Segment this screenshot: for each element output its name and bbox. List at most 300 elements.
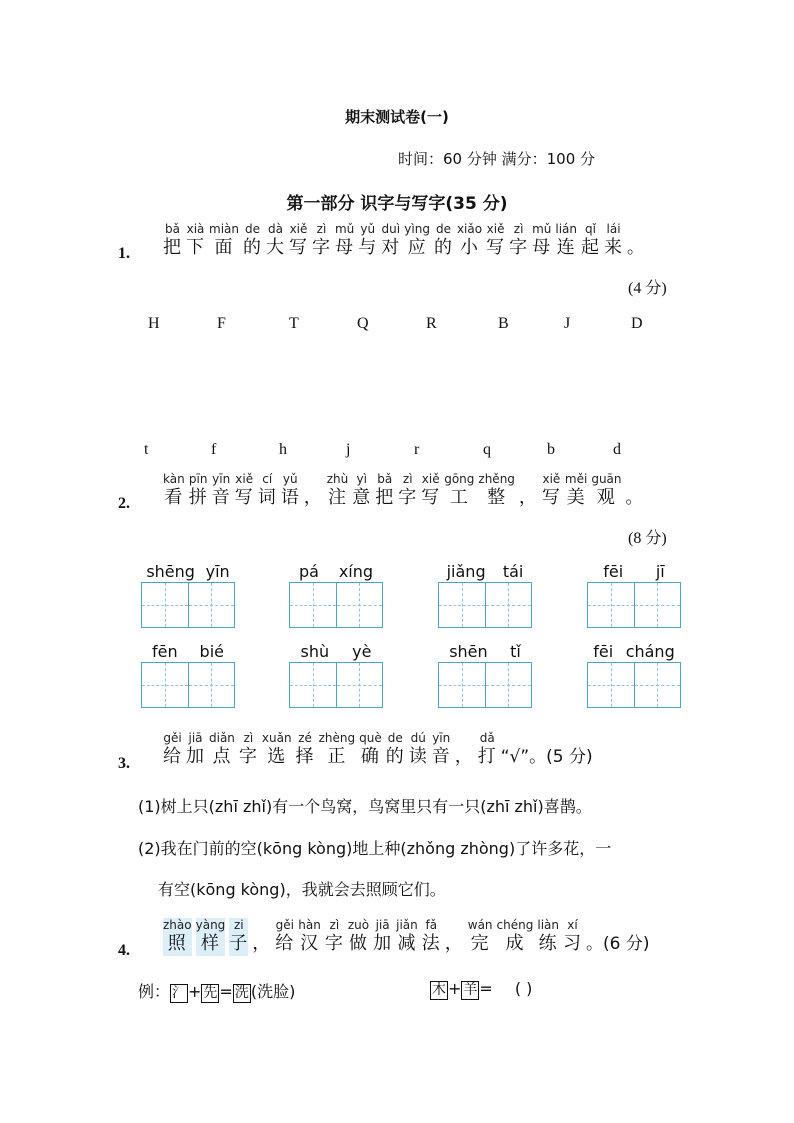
syllable: fēn	[151, 642, 178, 661]
instruction-tail: 。(6 分)	[586, 934, 650, 954]
tianzige-cell[interactable]	[486, 583, 532, 627]
hanzi: ，	[454, 746, 474, 767]
ruby-char	[398, 472, 417, 510]
uppercase-letter[interactable]: F	[217, 315, 226, 332]
pinyin: de	[387, 731, 403, 745]
ruby-char	[581, 222, 600, 260]
pinyin: diǎn	[209, 731, 235, 745]
hanzi: 给	[163, 746, 182, 767]
equals-sign: =	[479, 979, 493, 998]
pinyin: fǎ	[425, 918, 438, 932]
part-heading: 第一部分 识字与写字(35 分)	[286, 194, 508, 214]
ruby-char	[348, 918, 369, 956]
hanzi: 法	[421, 933, 441, 954]
syllable: fēi	[593, 642, 614, 661]
hanzi: 加	[186, 746, 205, 767]
pinyin	[452, 918, 456, 932]
ruby-char	[252, 918, 271, 956]
hanzi: 对	[381, 237, 401, 258]
syllable: shēn	[449, 642, 488, 661]
hanzi: 正	[327, 746, 347, 767]
ruby-char	[519, 472, 538, 510]
example-label: 例：	[138, 982, 171, 1001]
word-pinyin	[438, 562, 532, 582]
syllable: xíng	[338, 562, 374, 581]
ruby-char	[563, 918, 582, 956]
hanzi: 观	[596, 487, 616, 508]
pinyin: xiě	[486, 222, 505, 236]
pinyin: zì	[329, 918, 340, 932]
uppercase-letter[interactable]: T	[289, 315, 299, 332]
hanzi: 与	[358, 237, 378, 258]
hanzi: 起	[581, 237, 601, 258]
ruby-char	[266, 222, 285, 260]
pinyin: xiě	[421, 472, 440, 486]
ruby-char	[386, 731, 405, 769]
hanzi: 母	[335, 237, 355, 258]
hanzi: 的	[433, 237, 453, 258]
q3-instruction	[163, 731, 593, 769]
tianzige-cell[interactable]	[189, 583, 235, 627]
syllable: fēi	[603, 562, 624, 581]
hanzi: 汉	[300, 933, 320, 954]
ruby-char	[537, 918, 559, 956]
ruby-char	[455, 731, 474, 769]
uppercase-letter[interactable]: J	[564, 315, 571, 332]
component-yang: 羊	[463, 982, 478, 998]
pinyin: duì	[381, 222, 401, 236]
answer-blank[interactable]: ( )	[514, 979, 533, 998]
hanzi: 语	[280, 487, 300, 508]
q3-item-1: (1)树上只(zhī zhǐ)有一个鸟窝，鸟窝里只有一只(zhī zhǐ)喜鹊。	[138, 797, 592, 816]
tianzige-cell[interactable]	[588, 583, 635, 627]
tianzige-boxes	[438, 662, 532, 708]
pinyin: bǎ	[377, 472, 393, 486]
ruby-char	[421, 472, 440, 510]
ruby-char	[358, 222, 377, 260]
tianzige-boxes	[438, 582, 532, 628]
pinyin: zi	[233, 918, 244, 932]
ruby-char	[457, 222, 482, 260]
hanzi: 音	[211, 487, 231, 508]
hanzi: 应	[407, 237, 427, 258]
pinyin: hàn	[298, 918, 321, 932]
hanzi: 词	[257, 487, 277, 508]
pinyin: yì	[356, 472, 367, 486]
hanzi: 照	[167, 933, 187, 954]
lowercase-letter[interactable]: t	[144, 441, 149, 458]
tianzige-cell[interactable]	[337, 663, 383, 707]
hanzi: 写	[421, 487, 441, 508]
ruby-char	[375, 472, 394, 510]
equals-sign: =	[219, 982, 233, 1001]
q4-example	[138, 979, 295, 1003]
lowercase-letter[interactable]: r	[414, 441, 420, 458]
ruby-char	[209, 731, 235, 769]
tianzige-boxes	[141, 662, 235, 708]
ruby-char	[445, 918, 464, 956]
pinyin: kàn	[163, 472, 185, 486]
pinyin: zhù	[326, 472, 349, 486]
ruby-char	[359, 731, 382, 769]
ruby-char	[163, 918, 192, 956]
ruby-char	[542, 472, 561, 510]
ruby-char	[281, 472, 300, 510]
ruby-char	[212, 472, 231, 510]
tianzige-boxes	[587, 582, 681, 628]
hanzi: 把	[375, 487, 395, 508]
ruby-char	[604, 222, 623, 260]
hanzi: 母	[532, 237, 552, 258]
tianzige-cell[interactable]	[290, 583, 337, 627]
tianzige-boxes	[141, 582, 235, 628]
hanzi: 做	[349, 933, 368, 954]
tianzige-cell[interactable]	[635, 583, 681, 627]
ruby-char	[434, 222, 453, 260]
hanzi: 减	[397, 933, 417, 954]
pinyin	[311, 472, 315, 486]
hanzi: 给	[275, 933, 295, 954]
result-xi: 洗	[234, 985, 249, 1001]
hanzi: 字	[509, 237, 529, 258]
ruby-char	[296, 731, 315, 769]
pinyin: mǔ	[334, 222, 355, 236]
hanzi: ，	[518, 487, 538, 508]
lowercase-letter[interactable]: b	[547, 441, 555, 458]
hanzi: 打	[477, 746, 497, 767]
tianzige-cell[interactable]	[337, 583, 383, 627]
ruby-char	[239, 731, 258, 769]
q4-number: 4.	[118, 942, 130, 959]
pinyin: zuò	[347, 918, 370, 932]
pinyin: měi	[564, 472, 588, 486]
word-grid	[289, 642, 383, 708]
q3-item-2-line-2: 有空(kōng kòng)，我就会去照顾它们。	[158, 880, 446, 899]
word-pinyin	[289, 562, 383, 582]
word-grid	[289, 562, 383, 628]
word-pinyin	[587, 562, 681, 582]
pinyin: dà	[267, 222, 283, 236]
ruby-char	[235, 472, 254, 510]
hanzi: 字	[324, 933, 344, 954]
hanzi: 习	[563, 933, 582, 954]
pinyin: pīn	[188, 472, 208, 486]
hanzi: 面	[214, 237, 234, 258]
word-pinyin	[141, 642, 235, 662]
pinyin: yìng	[404, 222, 430, 236]
uppercase-letter[interactable]: Q	[357, 315, 369, 332]
word-grid	[141, 562, 235, 628]
ruby-char	[486, 222, 505, 260]
ruby-char	[289, 222, 308, 260]
ruby-char	[196, 918, 226, 956]
hanzi: 大	[265, 237, 285, 258]
word-grid	[438, 642, 532, 708]
uppercase-letter[interactable]: R	[426, 315, 437, 332]
ruby-char	[404, 222, 430, 260]
pinyin: gěi	[275, 918, 294, 932]
tianzige-cell[interactable]	[142, 583, 189, 627]
q2-instruction	[163, 472, 643, 510]
ruby-char	[555, 222, 577, 260]
uppercase-letter[interactable]: B	[498, 315, 509, 332]
hanzi: 连	[556, 237, 576, 258]
ruby-char	[327, 472, 349, 510]
tianzige-cell[interactable]	[439, 583, 486, 627]
tianzige-cell[interactable]	[439, 663, 486, 707]
hanzi: ，	[252, 933, 272, 954]
ruby-char	[319, 731, 356, 769]
syllable: jiǎng	[446, 562, 486, 581]
pinyin: zì	[402, 472, 413, 486]
pinyin: zì	[316, 222, 327, 236]
hanzi: 择	[295, 746, 315, 767]
ruby-char	[396, 918, 418, 956]
tianzige-cell[interactable]	[588, 663, 635, 707]
ruby-char	[565, 472, 587, 510]
ruby-char	[335, 222, 354, 260]
ruby-char	[373, 918, 392, 956]
hanzi: 成	[505, 933, 525, 954]
hanzi: 音	[431, 746, 451, 767]
ruby-char	[229, 918, 248, 956]
pinyin: guān	[591, 472, 622, 486]
page-title: 期末测试卷(一)	[345, 108, 449, 126]
hanzi: 小	[460, 237, 480, 258]
syllable: cháng	[625, 642, 675, 661]
pinyin: yīn	[212, 472, 231, 486]
ruby-char	[186, 222, 205, 260]
hanzi: 下	[186, 237, 205, 258]
pinyin: dú	[410, 731, 426, 745]
q1-instruction	[163, 222, 644, 260]
pinyin: xiě	[289, 222, 308, 236]
pinyin: xí	[567, 918, 578, 932]
pinyin: jiǎn	[396, 918, 418, 932]
hanzi: 写	[541, 487, 561, 508]
word-pinyin	[587, 642, 681, 662]
ruby-char	[591, 472, 621, 510]
hanzi: 看	[164, 487, 184, 508]
hanzi: 拼	[188, 487, 208, 508]
pinyin: chéng	[496, 918, 534, 932]
hanzi: 字	[311, 237, 331, 258]
example-word: (洗脸)	[250, 982, 296, 1001]
word-grid	[587, 562, 681, 628]
pinyin: lián	[555, 222, 578, 236]
hanzi: 样	[200, 933, 220, 954]
ruby-char	[444, 472, 474, 510]
tianzige-boxes	[289, 582, 383, 628]
ruby-char	[497, 918, 534, 956]
pinyin: qǐ	[585, 222, 596, 236]
hanzi: 美	[566, 487, 586, 508]
q2-score: (8 分)	[628, 530, 667, 547]
syllable: tǐ	[510, 642, 521, 661]
pinyin: zhèng	[318, 731, 356, 745]
pinyin: mǔ	[532, 222, 552, 236]
pinyin: yǔ	[282, 472, 298, 486]
ruby-char	[325, 918, 344, 956]
hanzi: 的	[385, 746, 405, 767]
hanzi: 来	[604, 237, 624, 258]
pinyin: zì	[513, 222, 524, 236]
ruby-char	[409, 731, 428, 769]
ruby-char	[189, 472, 208, 510]
instruction-tail: “√”。(5 分)	[500, 747, 593, 767]
pinyin: wán	[467, 918, 493, 932]
pinyin: zhào	[163, 918, 192, 932]
word-pinyin	[289, 642, 383, 662]
ruby-char	[298, 918, 321, 956]
lowercase-letter[interactable]: q	[483, 441, 491, 458]
lowercase-letter[interactable]: h	[279, 441, 287, 458]
pinyin: de	[435, 222, 451, 236]
q3-number: 3.	[118, 755, 130, 772]
uppercase-letter[interactable]: H	[148, 315, 160, 332]
syllable: pá	[298, 562, 319, 581]
hanzi: 把	[163, 237, 182, 258]
uppercase-letter[interactable]: D	[631, 315, 643, 332]
component-mu: 木	[432, 982, 446, 998]
tianzige-cell[interactable]	[189, 663, 235, 707]
hanzi: 读	[408, 746, 428, 767]
pinyin: miàn	[209, 222, 239, 236]
tianzige-boxes	[587, 662, 681, 708]
pinyin: yǔ	[360, 222, 376, 236]
ruby-char	[422, 918, 441, 956]
ruby-char	[243, 222, 262, 260]
plus-sign: +	[448, 979, 462, 998]
pinyin: bǎ	[165, 222, 180, 236]
ruby-char	[163, 222, 182, 260]
pinyin: lái	[606, 222, 621, 236]
ruby-char	[209, 222, 239, 260]
hanzi: 整	[487, 487, 507, 508]
pinyin: xiě	[542, 472, 561, 486]
plus-sign: +	[188, 982, 202, 1001]
lowercase-letter[interactable]: j	[346, 441, 351, 458]
ruby-char	[468, 918, 493, 956]
pinyin: zhěng	[478, 472, 515, 486]
ruby-char	[262, 731, 292, 769]
pinyin: yàng	[195, 918, 226, 932]
ruby-char	[163, 472, 185, 510]
pinyin	[462, 731, 466, 745]
pinyin: zé	[298, 731, 312, 745]
hanzi: 练	[538, 933, 558, 954]
word-grid	[438, 562, 532, 628]
instruction-tail: 。	[627, 238, 645, 258]
ruby-char	[381, 222, 400, 260]
pinyin: xià	[186, 222, 205, 236]
ruby-char	[304, 472, 323, 510]
q2-number: 2.	[118, 495, 130, 512]
pinyin: zì	[243, 731, 254, 745]
pinyin: xiǎo	[456, 222, 483, 236]
syllable: shù	[300, 642, 330, 661]
hanzi: 加	[373, 933, 393, 954]
pinyin: xuǎn	[261, 731, 292, 745]
pinyin	[527, 472, 531, 486]
hanzi: 注	[327, 487, 347, 508]
syllable: yè	[352, 642, 372, 661]
hanzi: 确	[360, 746, 380, 767]
pinyin: dǎ	[479, 731, 495, 745]
lowercase-letter[interactable]: f	[211, 441, 217, 458]
ruby-char	[352, 472, 371, 510]
pinyin: gěi	[163, 731, 182, 745]
word-grid	[141, 642, 235, 708]
hanzi: ，	[444, 933, 464, 954]
hanzi: 完	[470, 933, 490, 954]
component-xian: 先	[203, 985, 218, 1001]
pinyin: xiě	[235, 472, 254, 486]
pinyin: què	[359, 731, 382, 745]
lowercase-letter[interactable]: d	[613, 441, 621, 458]
q1-score: (4 分)	[628, 280, 667, 297]
radical-water: 氵	[172, 985, 187, 1001]
tianzige-cell[interactable]	[142, 663, 189, 707]
tianzige-boxes	[289, 662, 383, 708]
q3-item-2-line-1: (2)我在门前的空(kōng kòng)地上种(zhǒng zhòng)了许多花，一	[138, 839, 612, 858]
ruby-char	[432, 731, 451, 769]
q4-exercise-1	[430, 979, 532, 1000]
pinyin: gōng	[444, 472, 475, 486]
hanzi: 意	[352, 487, 372, 508]
hanzi: 工	[449, 487, 469, 508]
q1-number: 1.	[118, 245, 130, 262]
tianzige-cell[interactable]	[290, 663, 337, 707]
tianzige-cell[interactable]	[486, 663, 532, 707]
instruction-tail: 。	[625, 488, 643, 508]
hanzi: 字	[398, 487, 418, 508]
hanzi: ，	[303, 487, 323, 508]
pinyin: de	[244, 222, 260, 236]
ruby-char	[186, 731, 205, 769]
ruby-char	[163, 731, 182, 769]
pinyin: cí	[262, 472, 273, 486]
ruby-char	[258, 472, 277, 510]
hanzi: 的	[242, 237, 262, 258]
pinyin: jiā	[188, 731, 203, 745]
hanzi: 子	[229, 933, 249, 954]
ruby-char	[532, 222, 551, 260]
word-pinyin	[141, 562, 235, 582]
syllable: bié	[199, 642, 224, 661]
pinyin: yīn	[432, 731, 451, 745]
word-grid	[587, 642, 681, 708]
ruby-char	[509, 222, 528, 260]
time-info: 时间：60 分钟 满分：100 分	[398, 150, 596, 168]
pinyin: jiā	[375, 918, 390, 932]
ruby-char	[275, 918, 294, 956]
hanzi: 写	[288, 237, 308, 258]
word-pinyin	[438, 642, 532, 662]
hanzi: 写	[234, 487, 254, 508]
hanzi: 写	[486, 237, 506, 258]
ruby-char	[312, 222, 331, 260]
syllable: tái	[502, 562, 524, 581]
ruby-char	[478, 731, 497, 769]
tianzige-cell[interactable]	[635, 663, 681, 707]
pinyin	[260, 918, 264, 932]
hanzi: 字	[238, 746, 258, 767]
hanzi: 选	[267, 746, 287, 767]
q4-instruction	[163, 918, 649, 956]
pinyin: liàn	[537, 918, 559, 932]
syllable: yīn	[205, 562, 230, 581]
